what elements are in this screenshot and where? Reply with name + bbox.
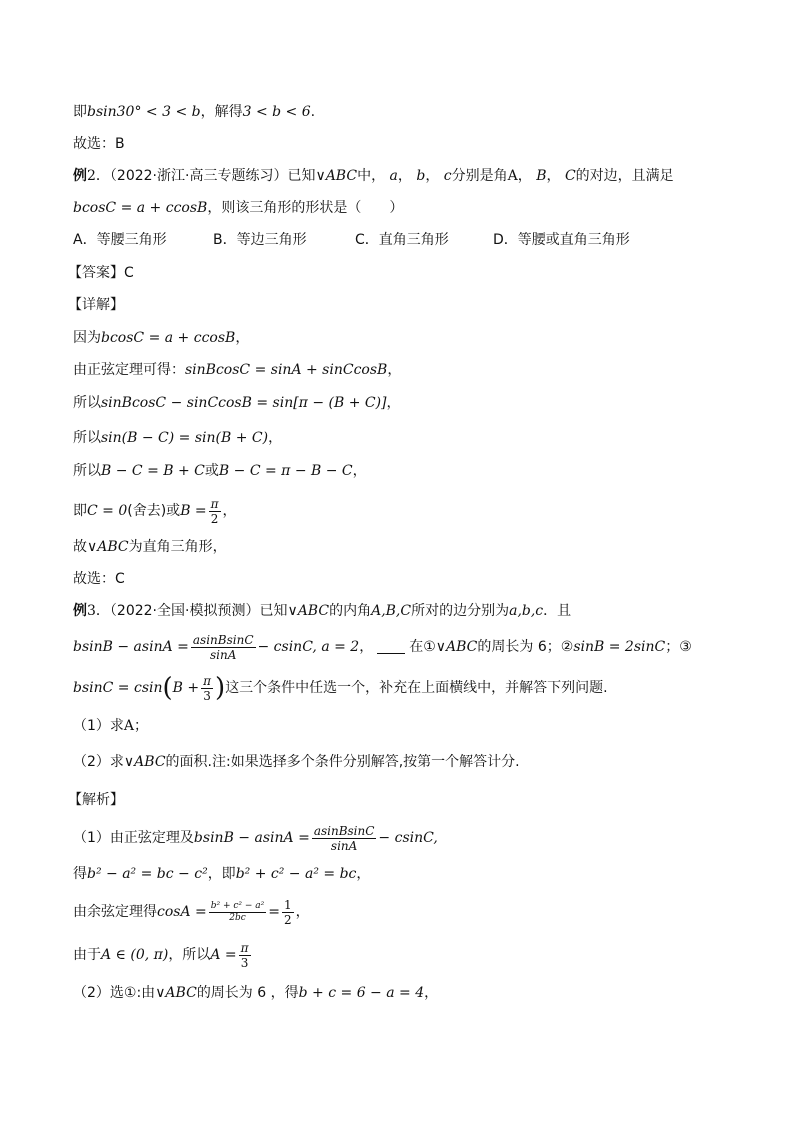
text-line (73, 864, 370, 884)
math-expr: bcosC = a + ccosB (73, 200, 208, 216)
options-line (73, 230, 630, 250)
math-expr: B − C = π − B − C (218, 463, 353, 479)
text: 分别是角 (451, 168, 508, 184)
text: ， (235, 330, 250, 346)
question-1 (73, 716, 148, 736)
choice-line: 故选：B (73, 136, 125, 152)
text: 即 (73, 503, 87, 519)
math-var: B (536, 168, 547, 184)
math-expr: C = 0 (87, 503, 128, 519)
fraction-denominator: 2 (210, 511, 219, 526)
math-expr: bcosC = a + ccosB (101, 330, 236, 346)
math-expr: bsin30° < 3 < b (87, 104, 201, 120)
answer-blank (377, 641, 405, 654)
option-b: B．等边三角形 (213, 232, 307, 248)
text: 所以 (73, 430, 101, 446)
fraction-numerator: 1 (284, 897, 292, 912)
text: 由于 (73, 947, 101, 963)
text: ．（2022·浙江·高三专题练习）已知 (95, 168, 316, 184)
paren-right: ) (215, 673, 226, 703)
fraction (191, 633, 256, 662)
example-number: 2 (87, 168, 96, 184)
text: （2）求 (73, 754, 124, 770)
text: 因为 (73, 330, 101, 346)
math-expr: − csinC, (378, 830, 438, 846)
text: 所对的边分别为 (411, 603, 510, 619)
text: 的内角 (329, 603, 372, 619)
example-3-heading (73, 601, 571, 621)
text: ， (222, 503, 237, 519)
fraction-denominator: 3 (240, 955, 249, 970)
text-line (73, 938, 253, 972)
math-expr: A = (210, 947, 237, 963)
text-line (73, 428, 282, 448)
choice-line: 故选：C (73, 571, 125, 587)
text: ， (352, 463, 367, 479)
math-expr: ∨ABC (155, 985, 197, 1001)
text: （1）求 (73, 718, 124, 734)
fraction (209, 497, 221, 526)
math-expr: sinBcosC = sinA + sinCcosB (185, 362, 388, 378)
math-expr: sinB = 2sinC (573, 639, 666, 655)
math-expr: ∨ABC (123, 754, 166, 770)
text: ， (425, 168, 440, 184)
text-line (73, 198, 403, 218)
fraction-denominator: 3 (203, 688, 211, 703)
math-expr: ∨ABC (87, 539, 129, 555)
math-var: A (507, 168, 518, 184)
math-expr: bsinC = csin (73, 680, 163, 696)
math-expr: 3 < b < 6 (242, 104, 311, 120)
math-expr: b + c = 6 − a = 4 (298, 985, 425, 1001)
text-line (73, 360, 401, 380)
math-expr: ∨ABC (315, 168, 358, 184)
text: ， (397, 168, 412, 184)
math-expr: cosA = (157, 904, 207, 920)
fraction (201, 674, 213, 703)
text: ．（2022·全国·模拟预测）已知 (95, 603, 288, 619)
math-var: C (564, 168, 576, 184)
math-var: b (416, 168, 426, 184)
example-label: 例 (73, 603, 87, 619)
math-var: c (443, 168, 452, 184)
text: ， (295, 904, 310, 920)
text: ， (546, 168, 561, 184)
fraction-numerator: b² + c² − a² (210, 900, 265, 911)
text: 故 (73, 539, 87, 555)
example-number: 3 (87, 603, 96, 619)
option-d: D．等腰或直角三角形 (493, 232, 630, 248)
text: 中， (357, 168, 386, 184)
text-line (73, 537, 227, 557)
text-line (73, 630, 692, 664)
fraction (312, 824, 377, 853)
text: ， (386, 395, 401, 411)
fraction-denominator: sinA (210, 647, 237, 662)
text-line (73, 983, 438, 1003)
math-expr: bsinB − asinA = (193, 830, 310, 846)
text: ，所以 (168, 947, 211, 963)
fraction (209, 901, 267, 924)
text: 由正弦定理可得： (73, 362, 185, 378)
option-a: A．等腰三角形 (73, 232, 167, 248)
paren-left: ( (162, 673, 173, 703)
math-expr: ∨ABC (435, 639, 478, 655)
text: . (310, 104, 316, 120)
text: （2）选①:由 (73, 985, 156, 1001)
math-expr: a,b,c (509, 603, 544, 619)
text: ，则该三角形的形状是（ ） (207, 200, 404, 216)
math-expr: = (268, 904, 281, 920)
text-line (73, 461, 367, 481)
fraction-numerator: π (203, 673, 212, 688)
text-line (73, 494, 237, 528)
text: (舍去)或 (127, 503, 181, 519)
text: ．且 (543, 603, 572, 619)
text: ； (134, 718, 149, 734)
text: ，解得 (200, 104, 243, 120)
text-line (73, 670, 608, 706)
math-var: A (123, 718, 135, 734)
math-expr: bsinB − asinA = (73, 639, 189, 655)
fraction (282, 898, 294, 927)
detail-label: 【详解】 (68, 297, 124, 313)
fraction-numerator: asinBsinC (192, 632, 254, 647)
text-line (73, 393, 401, 413)
text: 或 (204, 463, 219, 479)
text-line (73, 895, 310, 929)
option-c: C．直角三角形 (355, 232, 449, 248)
text: 的周长为 6 ，得 (196, 985, 299, 1001)
text: 的面积.注:如果选择多个条件分别解答,按第一个解答计分. (165, 754, 520, 770)
fraction-denominator: 2bc (229, 912, 246, 923)
text: 即 (73, 104, 87, 120)
text: 由余弦定理得 (73, 904, 157, 920)
text: 这三个条件中任选一个，补充在上面横线中，并解答下列问题. (225, 680, 608, 696)
text: ，即 (207, 866, 236, 882)
math-expr: sin(B − C) = sin(B + C) (101, 430, 269, 446)
example-label: 例 (73, 168, 87, 184)
text: 所以 (73, 463, 101, 479)
fraction (239, 941, 251, 970)
text: ， (359, 639, 374, 655)
answer-label: 【答案】C (68, 265, 134, 281)
text: 的周长为 6；② (477, 639, 574, 655)
analysis-label: 【解析】 (68, 792, 124, 808)
text: 得 (73, 866, 87, 882)
text: 所以 (73, 395, 101, 411)
text: （1）由正弦定理及 (73, 830, 194, 846)
fraction-numerator: π (210, 496, 219, 511)
math-expr: B = (180, 503, 207, 519)
math-expr: b² − a² = bc − c² (87, 866, 208, 882)
math-expr: b² + c² − a² = bc (235, 866, 357, 882)
fraction-denominator: sinA (330, 838, 358, 853)
math-expr: B + (172, 680, 200, 696)
text-line (73, 328, 249, 348)
fraction-denominator: 2 (284, 912, 292, 927)
math-expr: A ∈ (0, π) (101, 947, 169, 963)
text: 为直角三角形， (128, 539, 227, 555)
text: ， (268, 430, 283, 446)
text: ， (424, 985, 439, 1001)
text: 在① (409, 639, 436, 655)
text-line (73, 102, 315, 122)
text: 的对边，且满足 (575, 168, 674, 184)
math-expr: B − C = B + C (101, 463, 205, 479)
text: ， (387, 362, 402, 378)
math-expr: ∨ABC (287, 603, 330, 619)
math-expr: A,B,C (371, 603, 412, 619)
text: ；③ (665, 639, 692, 655)
question-2 (73, 752, 520, 772)
math-var: a (389, 168, 398, 184)
text-line (73, 820, 438, 856)
text: ， (517, 168, 532, 184)
math-expr: sinBcosC − sinCcosB = sin[π − (B + C)] (101, 395, 387, 411)
fraction-numerator: asinBsinC (313, 823, 375, 838)
fraction-numerator: π (240, 940, 249, 955)
math-expr: − csinC, a = 2 (257, 639, 360, 655)
example-2-heading (73, 166, 674, 186)
text: ， (356, 866, 371, 882)
